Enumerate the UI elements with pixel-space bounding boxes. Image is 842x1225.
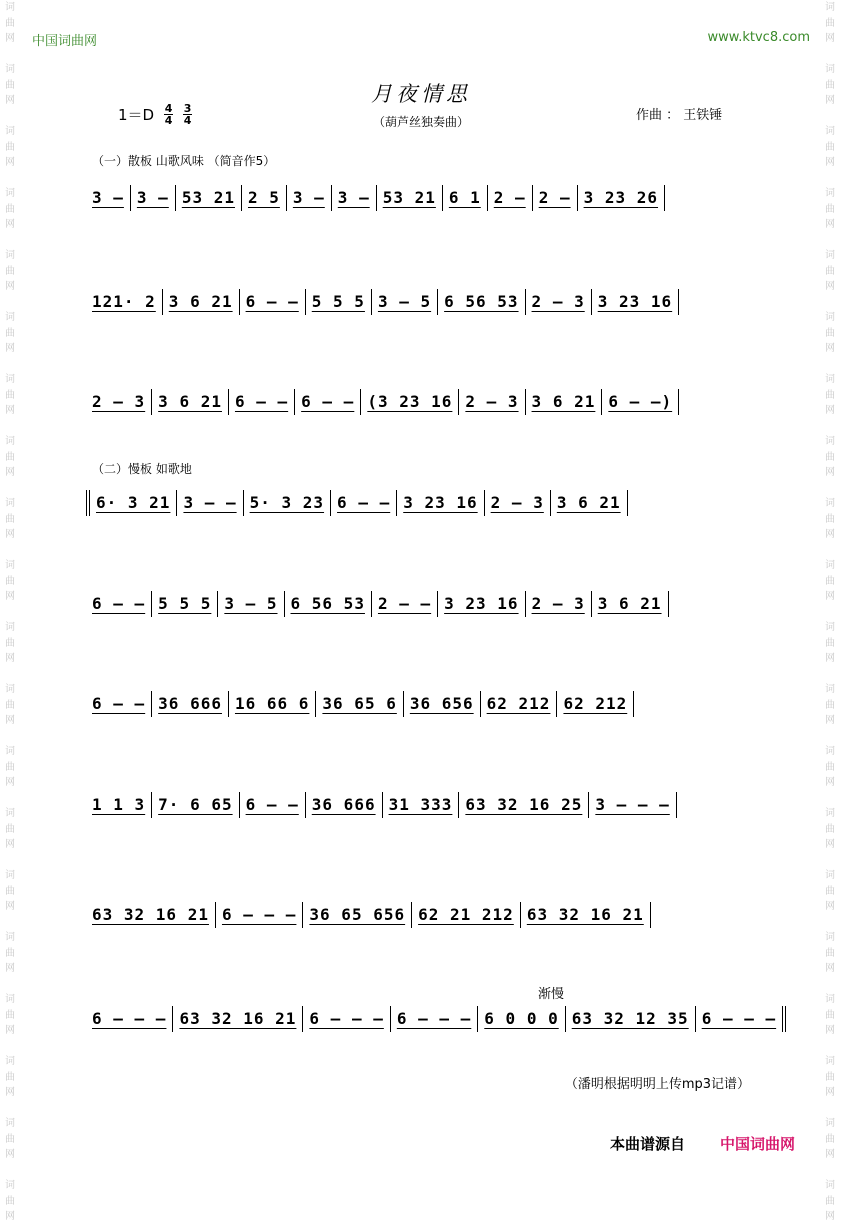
measure: 2 – – (371, 591, 437, 617)
measure: 3 – 5 (371, 289, 437, 315)
measure: 5 5 5 (305, 289, 371, 315)
measure: 3 – (331, 185, 376, 211)
section-label-2: （二）慢板 如歌地 (92, 462, 192, 476)
notation-line (86, 1003, 777, 1035)
key-text: 1＝D (118, 106, 155, 124)
measure: 62 212 (480, 691, 557, 717)
measure: 3 23 16 (437, 591, 524, 617)
song-title: 月夜情思 (371, 82, 471, 106)
measure: 2 – 3 (484, 490, 550, 516)
measure: 6 – – (92, 694, 146, 713)
barline (678, 389, 679, 415)
measure: 5· 3 23 (243, 490, 330, 516)
measure: 6 – –) (601, 389, 678, 415)
barline (633, 691, 634, 717)
site-name[interactable]: 中国词曲网 (32, 34, 98, 49)
measure: 36 65 656 (302, 902, 411, 928)
measure: 3 6 21 (525, 389, 602, 415)
measure: 6 – – – (695, 1006, 782, 1032)
measure: 16 66 6 (228, 691, 315, 717)
song-subtitle: （葫芦丝独奏曲） (372, 115, 469, 129)
measure: 3 – 5 (217, 591, 283, 617)
measure: 3 6 21 (151, 389, 228, 415)
barline (650, 902, 651, 928)
measure: 36 65 6 (315, 691, 402, 717)
measure: 6 – – – (302, 1006, 389, 1032)
measure: 62 21 212 (411, 902, 520, 928)
measure: 63 32 16 21 (172, 1006, 302, 1032)
composer: 作曲 ： 王铁锤 (636, 108, 723, 123)
key-signature (118, 103, 192, 126)
notation-line (86, 182, 754, 214)
measure: (3 23 16 (360, 389, 458, 415)
measure: 6 – – – (92, 1009, 167, 1028)
measure: 2 – (487, 185, 532, 211)
measure: 3 6 21 (550, 490, 627, 516)
measure: 36 656 (403, 691, 480, 717)
barline (668, 591, 669, 617)
measure: 63 32 12 35 (565, 1006, 695, 1032)
measure: 2 – (532, 185, 577, 211)
notation-line (86, 789, 754, 821)
section-label-1: （一）散板 山歌风味 （简音作5） (92, 154, 276, 168)
barline (664, 185, 665, 211)
measure: 2 – 3 (92, 392, 146, 411)
measure: 6 – – – (215, 902, 302, 928)
watermark-column-right: 词 曲 网 词 曲 网 词 曲 网 词 曲 网 词 曲 网 词 曲 网 词 曲 网 词 曲 网 词 曲 网 词 曲 网 词 曲 网 词 曲 网 词 曲 网 词 曲 网 词 曲 网 词 曲 网 词 曲 网 词 曲 网 词 曲 网 词 曲 网 (825, 2, 835, 1222)
measure: 2 5 (241, 185, 286, 211)
measure: 6 0 0 0 (477, 1006, 564, 1032)
notation-line (86, 487, 754, 519)
measure: 63 32 16 21 (92, 905, 209, 924)
measure: 6 – – (228, 389, 294, 415)
measure: 6 56 53 (284, 591, 371, 617)
measure: 36 666 (151, 691, 228, 717)
measure: 3 – – (176, 490, 242, 516)
footer-brand[interactable]: 中国词曲网 (720, 1135, 796, 1153)
measure: 2 – 3 (525, 591, 591, 617)
barline (782, 1006, 786, 1032)
measure: 121· 2 (92, 292, 156, 311)
notation-line (86, 386, 754, 418)
notation-line (86, 588, 754, 620)
measure: 3 – – – (588, 792, 675, 818)
measure: 3 23 16 (591, 289, 678, 315)
measure: 62 212 (556, 691, 633, 717)
measure: 3 – (92, 188, 124, 207)
measure: 3 – (286, 185, 331, 211)
barline (678, 289, 679, 315)
measure: 53 21 (376, 185, 442, 211)
measure: 3 23 16 (396, 490, 483, 516)
measure: 63 32 16 25 (458, 792, 588, 818)
measure: 6 – – (92, 594, 146, 613)
measure: 5 5 5 (151, 591, 217, 617)
measure: 6· 3 21 (86, 490, 176, 516)
measure: 31 333 (382, 792, 459, 818)
measure: 7· 6 65 (151, 792, 238, 818)
measure: 6 – – (239, 289, 305, 315)
measure: 6 – – (239, 792, 305, 818)
measure: 3 23 26 (577, 185, 664, 211)
measure: 3 – (130, 185, 175, 211)
measure: 63 32 16 21 (520, 902, 650, 928)
barline (676, 792, 677, 818)
measure: 2 – 3 (458, 389, 524, 415)
time-signature-2: 3 4 (183, 102, 192, 127)
watermark-column-left: 词 曲 网 词 曲 网 词 曲 网 词 曲 网 词 曲 网 词 曲 网 词 曲 网 词 曲 网 词 曲 网 词 曲 网 词 曲 网 词 曲 网 词 曲 网 词 曲 网 词 曲 网 词 曲 网 词 曲 网 词 曲 网 词 曲 网 词 曲 网 (5, 2, 15, 1222)
transcription-credit: （潘明根据明明上传mp3记谱） (564, 1077, 750, 1092)
notation-line (86, 286, 754, 318)
measure: 6 1 (442, 185, 487, 211)
tempo-marking: 渐慢 (538, 987, 565, 1002)
notation-line (86, 899, 754, 931)
measure: 3 6 21 (591, 591, 668, 617)
measure: 6 56 53 (437, 289, 524, 315)
barline (627, 490, 628, 516)
measure: 1 1 3 (92, 795, 146, 814)
time-signature-1: 4 4 (164, 102, 173, 127)
measure: 53 21 (175, 185, 241, 211)
site-url[interactable]: www.ktvc8.com (707, 30, 810, 45)
measure: 6 – – (330, 490, 396, 516)
measure: 6 – – – (390, 1006, 477, 1032)
measure: 6 – – (294, 389, 360, 415)
notation-line (86, 688, 754, 720)
measure: 2 – 3 (525, 289, 591, 315)
measure: 3 6 21 (162, 289, 239, 315)
measure: 36 666 (305, 792, 382, 818)
footer-source-label: 本曲谱源自 (610, 1135, 686, 1153)
